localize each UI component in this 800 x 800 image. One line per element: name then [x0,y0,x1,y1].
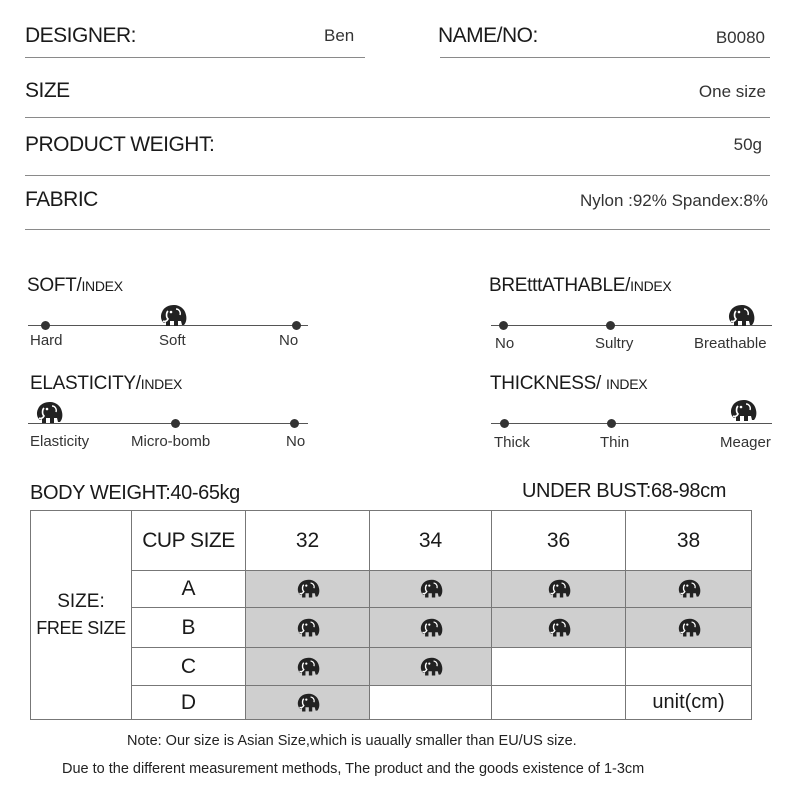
elephant-icon [418,617,444,639]
fit-cell [370,608,492,648]
breathable-label-breathable: Breathable [694,335,767,352]
elephant-icon [676,578,702,600]
body-weight: BODY WEIGHT:40-65kg [30,482,240,504]
soft-index-title: SOFT/INDEX [27,275,123,296]
size-label-cell [31,511,132,720]
soft-dot-hard [41,321,50,330]
elephant-icon [676,617,702,639]
elephant-icon [546,578,572,600]
fit-cell [626,608,752,648]
cup-label: B [132,608,246,648]
column-header: 32 [246,511,370,571]
elasticity-label-micro-bomb: Micro-bomb [131,433,211,450]
elephant-icon [728,398,758,424]
elephant-icon [295,617,321,639]
fabric-divider [25,229,770,230]
size-divider [25,117,770,118]
elasticity-dot-no [290,419,299,428]
table-row [31,608,752,648]
elasticity-track [28,423,308,424]
note-line-1: Note: Our size is Asian Size,which is uaually smaller than EU/US size. [127,733,577,749]
elephant-icon [295,692,321,714]
elasticity-index-title: ELASTICITY/INDEX [30,373,183,394]
breathable-dot-sultry [606,321,615,330]
empty-cell [626,648,752,686]
thickness-index-title: THICKNESS/ INDEX [490,373,648,394]
elasticity-label-no: No [286,433,306,450]
fit-cell [246,686,370,720]
elephant-icon [726,303,756,329]
elasticity-label-elasticity: Elasticity [30,433,90,450]
cup-label: C [132,648,246,686]
fit-cell [626,571,752,608]
elephant-icon [34,400,64,426]
breathable-dot-no [499,321,508,330]
empty-cell [492,686,626,720]
thickness-label-meager: Meager [720,434,771,451]
table-row [31,648,752,686]
designer-value: Ben [324,26,355,45]
free-size-label: FREE SIZE [36,618,126,638]
thickness-label-thick: Thick [494,434,530,451]
elephant-icon [295,656,321,678]
fit-cell [492,608,626,648]
breathable-label-no: No [495,335,515,352]
breathable-index-title: BREtttATHABLE/INDEX [489,275,672,296]
empty-cell [492,648,626,686]
soft-label-soft: Soft [159,332,186,349]
fit-cell [370,648,492,686]
elephant-icon [295,578,321,600]
elephant-icon [418,578,444,600]
breathable-label-sultry: Sultry [595,335,634,352]
size-label: SIZE: [57,591,105,612]
size-table [30,510,752,720]
thickness-dot-thick [500,419,509,428]
thickness-dot-thin [607,419,616,428]
elephant-icon [158,303,188,329]
soft-dot-no [292,321,301,330]
soft-label-hard: Hard [30,332,63,349]
fit-cell [246,608,370,648]
weight-value: 50g [733,135,762,154]
fit-cell [246,648,370,686]
note-line-2: Due to the different measurement methods, The product and the goods existence of 1-3cm [62,761,645,777]
table-row [31,571,752,608]
fabric-value: Nylon :92% Spandex:8% [579,191,768,210]
unit-label: unit(cm) [626,686,752,720]
column-header: 36 [492,511,626,571]
cup-label: D [132,686,246,720]
elephant-icon [418,656,444,678]
elasticity-dot-micro [171,419,180,428]
fit-cell [246,571,370,608]
designer-label: DESIGNER: [25,24,137,47]
size-value: One size [698,82,766,101]
cup-size-header: CUP SIZE [132,511,246,571]
size-label: SIZE [25,79,70,102]
under-bust: UNDER BUST:68-98cm [522,480,726,502]
table-row [31,686,752,720]
fabric-label: FABRIC [25,188,98,211]
column-header: 38 [626,511,752,571]
elephant-icon [546,617,572,639]
empty-cell [370,686,492,720]
soft-label-no: No [279,332,299,349]
cup-label: A [132,571,246,608]
name-label: NAME/NO: [438,24,538,47]
fit-cell [370,571,492,608]
weight-divider [25,175,770,176]
weight-label: PRODUCT WEIGHT: [25,133,215,156]
thickness-label-thin: Thin [600,434,630,451]
name-value: B0080 [715,28,765,47]
fit-cell [492,571,626,608]
column-header: 34 [370,511,492,571]
designer-divider [25,57,365,58]
name-divider [440,57,770,58]
